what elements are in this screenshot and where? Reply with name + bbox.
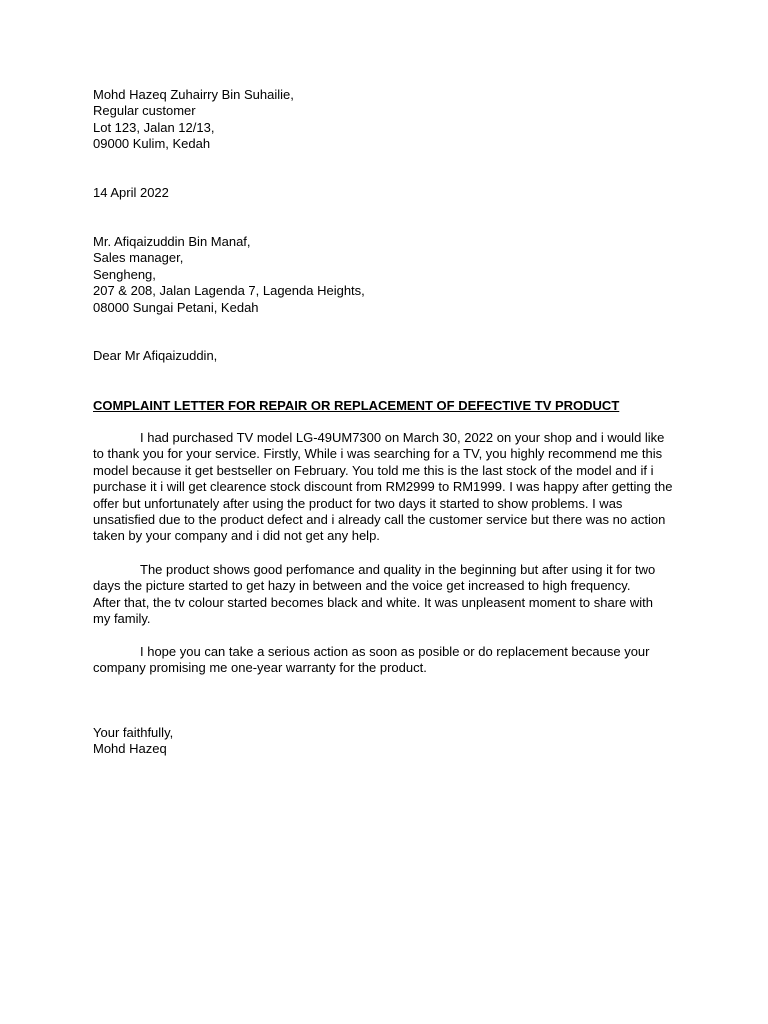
paragraph-line: days the picture started to get hazy in between and the voice get increased to high frequency. bbox=[93, 578, 631, 594]
recipient-address bbox=[93, 234, 693, 316]
paragraph-line: company promising me one-year warranty for the product. bbox=[93, 660, 427, 676]
recipient-name: Mr. Afiqaizuddin Bin Manaf, bbox=[93, 234, 251, 249]
letter-date bbox=[93, 185, 693, 201]
salutation bbox=[93, 348, 693, 364]
recipient-address-line-1: 207 & 208, Jalan Lagenda 7, Lagenda Heights, bbox=[93, 283, 365, 299]
salutation-text: Dear Mr Afiqaizuddin, bbox=[93, 348, 218, 363]
closing-text: Your faithfully, bbox=[93, 725, 174, 740]
paragraph-line: I hope you can take a serious action as soon as posible or do replacement because your bbox=[140, 644, 650, 659]
paragraph-line: I had purchased TV model LG-49UM7300 on March 30, 2022 on your shop and i would like bbox=[140, 430, 665, 445]
paragraph-line: offer but unfortunately after using the product for two days it started to show problems. I was bbox=[93, 495, 623, 511]
body-paragraph-1 bbox=[93, 430, 693, 545]
paragraph-line: purchase it i will get clearence stock discount from RM2999 to RM1999. I was happy after getting the bbox=[93, 479, 673, 495]
closing-block bbox=[93, 725, 693, 758]
date-text: 14 April 2022 bbox=[93, 185, 169, 200]
paragraph-line: model because it get bestseller on February. You told me this is the last stock of the model and if i bbox=[93, 462, 654, 478]
body-paragraph-2 bbox=[93, 562, 693, 628]
subject-heading bbox=[93, 398, 693, 414]
paragraph-line: The product shows good perfomance and quality in the beginning but after using it for two bbox=[140, 562, 656, 577]
sender-address-line-2: 09000 Kulim, Kedah bbox=[93, 136, 211, 152]
signature-name: Mohd Hazeq bbox=[93, 741, 167, 757]
paragraph-line: After that, the tv colour started becomes black and white. It was unpleasent moment to share with bbox=[93, 594, 654, 610]
sender-name: Mohd Hazeq Zuhairry Bin Suhailie, bbox=[93, 87, 294, 102]
recipient-title: Sales manager, bbox=[93, 250, 184, 266]
subject-text: COMPLAINT LETTER FOR REPAIR OR REPLACEMENT OF DEFECTIVE TV PRODUCT bbox=[93, 398, 620, 413]
recipient-address-line-2: 08000 Sungai Petani, Kedah bbox=[93, 299, 259, 315]
sender-role: Regular customer bbox=[93, 103, 196, 119]
sender-address bbox=[93, 87, 693, 153]
paragraph-line: taken by your company and i did not get any help. bbox=[93, 528, 380, 544]
paragraph-line: to thank you for your service. Firstly, While i was searching for a TV, you highly recommend me this bbox=[93, 446, 663, 462]
paragraph-line: unsatisfied due to the product defect and i already call the customer service but there was no action bbox=[93, 512, 666, 528]
body-paragraph-3 bbox=[93, 644, 693, 677]
sender-address-line-1: Lot 123, Jalan 12/13, bbox=[93, 119, 215, 135]
paragraph-line: my family. bbox=[93, 611, 151, 627]
recipient-company: Sengheng, bbox=[93, 266, 156, 282]
